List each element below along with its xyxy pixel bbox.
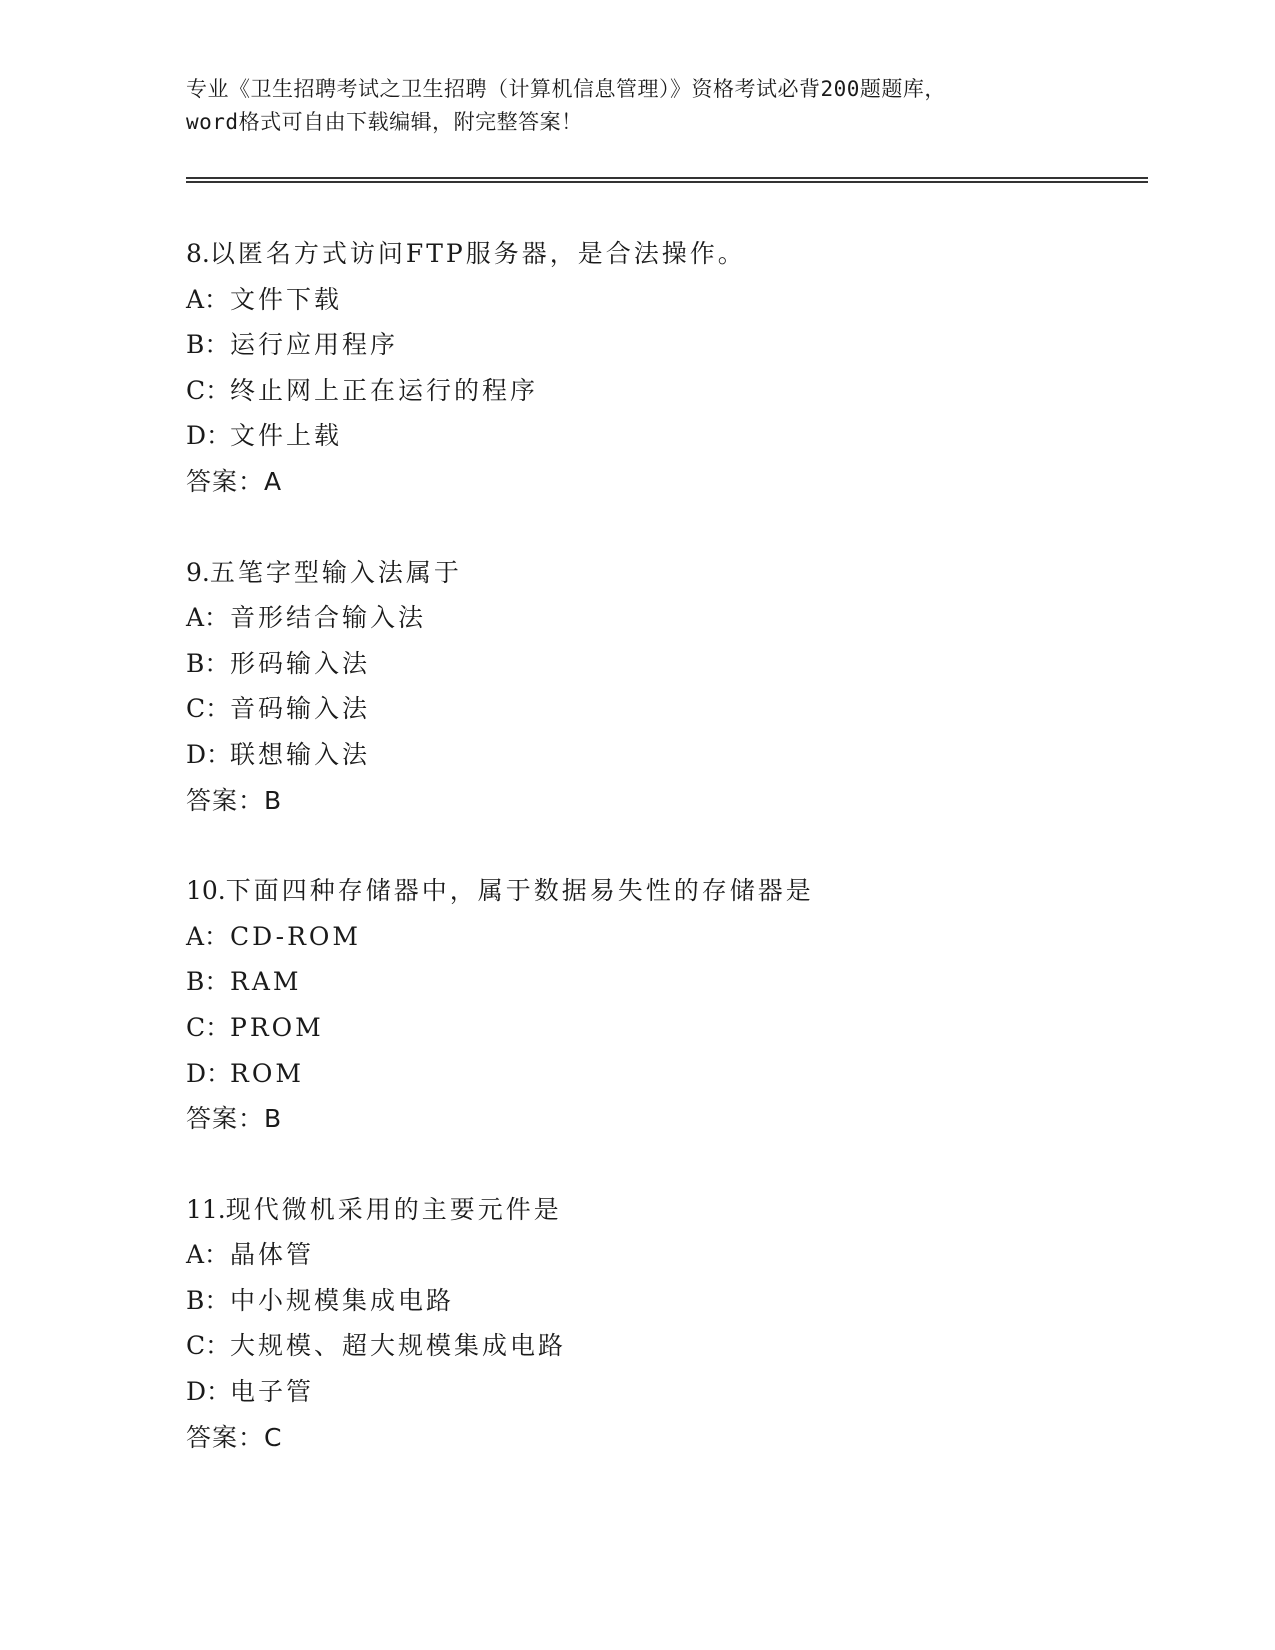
question-text: 现代微机采用的主要元件是 <box>225 1194 562 1224</box>
question-11 <box>186 1187 1186 1461</box>
option-letter: A： <box>186 921 230 951</box>
option-text: 联想输入法 <box>230 739 371 769</box>
option-letter: A： <box>186 1240 230 1270</box>
option-letter: D： <box>186 421 232 451</box>
option-letter: B： <box>186 967 230 997</box>
option-text: 运行应用程序 <box>230 330 399 360</box>
question-number: 11. <box>186 1194 226 1224</box>
option-c <box>186 368 1186 414</box>
question-9 <box>186 550 1186 824</box>
question-number: 8. <box>186 239 210 268</box>
option-d <box>186 413 1186 459</box>
option-letter: C： <box>186 1012 231 1042</box>
option-letter: B： <box>186 330 230 360</box>
option-text: 电子管 <box>230 1377 315 1407</box>
option-text: 音形结合输入法 <box>230 603 427 633</box>
option-a <box>186 1232 1186 1278</box>
option-d <box>186 732 1186 778</box>
option-letter: A： <box>186 284 230 314</box>
question-text: 以匿名方式访问FTP服务器，是合法操作。 <box>209 239 746 268</box>
option-b <box>186 959 1186 1005</box>
option-letter: D： <box>186 1377 232 1407</box>
option-d <box>186 1369 1186 1415</box>
answer-line: 答案：A <box>186 466 283 496</box>
question-stem <box>186 868 1186 914</box>
option-text: 形码输入法 <box>230 648 371 678</box>
option-text: 晶体管 <box>230 1240 315 1270</box>
option-text: PROM <box>230 1012 324 1042</box>
option-text: 文件上载 <box>230 421 343 451</box>
option-text: RAM <box>230 967 302 997</box>
option-letter: B： <box>186 648 230 678</box>
option-b <box>186 641 1186 687</box>
answer-line: 答案：B <box>186 1104 283 1134</box>
option-letter: C： <box>186 694 231 724</box>
option-text: 音码输入法 <box>230 694 371 724</box>
option-b <box>186 1278 1186 1324</box>
question-text: 五笔字型输入法属于 <box>209 557 462 587</box>
header-line-1: 专业《卫生招聘考试之卫生招聘（计算机信息管理）》资格考试必背200题题库， <box>186 77 946 101</box>
option-text: 文件下载 <box>230 284 343 314</box>
option-c <box>186 686 1186 732</box>
question-number: 9. <box>186 557 210 587</box>
option-d <box>186 1051 1186 1097</box>
option-letter: B： <box>186 1285 230 1315</box>
option-text: ROM <box>230 1058 304 1088</box>
option-text: 终止网上正在运行的程序 <box>230 375 539 405</box>
option-a <box>186 914 1186 960</box>
question-stem <box>186 550 1186 596</box>
question-stem <box>186 231 1186 277</box>
question-stem <box>186 1187 1186 1233</box>
option-c <box>186 1005 1186 1051</box>
question-list <box>186 231 1186 1505</box>
option-letter: D： <box>186 739 232 769</box>
question-8 <box>186 231 1186 505</box>
option-text: CD-ROM <box>230 921 362 951</box>
option-c <box>186 1323 1186 1369</box>
option-a <box>186 595 1186 641</box>
question-text: 下面四种存储器中，属于数据易失性的存储器是 <box>225 876 814 906</box>
question-number: 10. <box>186 876 226 906</box>
option-letter: A： <box>186 603 230 633</box>
header-line-2: word格式可自由下载编辑，附完整答案！ <box>186 110 583 134</box>
document-header <box>186 73 1086 139</box>
option-text: 中小规模集成电路 <box>230 1285 455 1315</box>
answer-line: 答案：B <box>186 785 283 815</box>
header-double-rule <box>186 177 1148 183</box>
answer-line: 答案：C <box>186 1422 283 1452</box>
option-a <box>186 277 1186 323</box>
option-text: 大规模、超大规模集成电路 <box>230 1331 567 1361</box>
option-b <box>186 322 1186 368</box>
question-10 <box>186 868 1186 1142</box>
option-letter: D： <box>186 1058 232 1088</box>
option-letter: C： <box>186 375 231 405</box>
option-letter: C： <box>186 1331 231 1361</box>
